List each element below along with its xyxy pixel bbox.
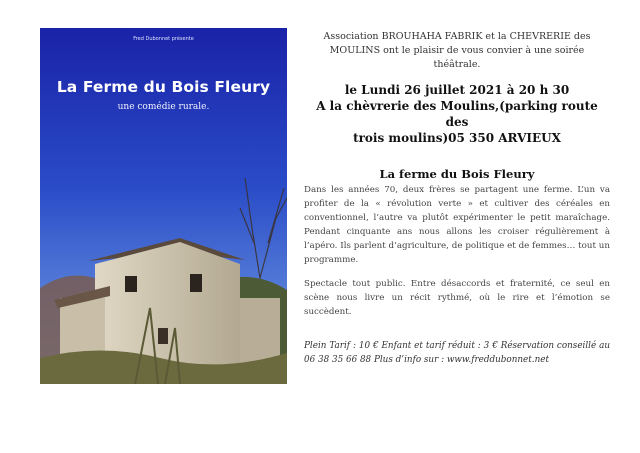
intro-text bbox=[304, 30, 610, 72]
poster-subtitle: une comédie rurale. bbox=[117, 102, 210, 112]
intro-line: théâtrale. bbox=[433, 59, 481, 70]
event-location: A la chèvrerie des Moulins,(parking route des bbox=[316, 99, 598, 129]
price-info bbox=[304, 339, 610, 367]
flyer-text bbox=[304, 30, 610, 367]
price-text: Plein Tarif : 10 € Enfant et tarif réduit : 3 € Réservation conseillé au 06 38 35 66 88 Plus d’info sur : bbox=[304, 341, 610, 365]
poster-title: La Ferme du Bois Fleury bbox=[56, 78, 271, 96]
event-details bbox=[304, 82, 610, 146]
event-address: trois moulins)05 350 ARVIEUX bbox=[353, 131, 561, 145]
show-title: La ferme du Bois Fleury bbox=[379, 167, 535, 181]
poster-credit: Fred Dubonnet présente bbox=[133, 36, 194, 42]
show-description: Dans les années 70, deux frères se partagent une ferme. L’un va profiter de la « révolution verte » et cultiver des céréales en conventionnel, l’autre va plutôt expérimenter le petit maraîchage. Pendant cinquante ans nous allons les croiser régulièrement à l’apéro. Ils parlent d’agriculture, de politique et de femmes… tout un programme. bbox=[304, 185, 610, 265]
intro-line: MOULINS ont le plaisir de vous convier à une soirée bbox=[329, 45, 585, 56]
show-summary: Spectacle tout public. Entre désaccords et fraternité, ce seul en scène nous livre un récit rythmé, où le rire et l’émotion se succèdent. bbox=[304, 279, 610, 317]
intro-line: Association BROUHAHA FABRIK et la CHEVRERIE des bbox=[323, 31, 591, 42]
event-date: le Lundi 26 juillet 2021 à 20 h 30 bbox=[344, 83, 570, 97]
poster-image bbox=[40, 28, 287, 384]
website-link[interactable]: www.freddubonnet.net bbox=[446, 355, 549, 365]
